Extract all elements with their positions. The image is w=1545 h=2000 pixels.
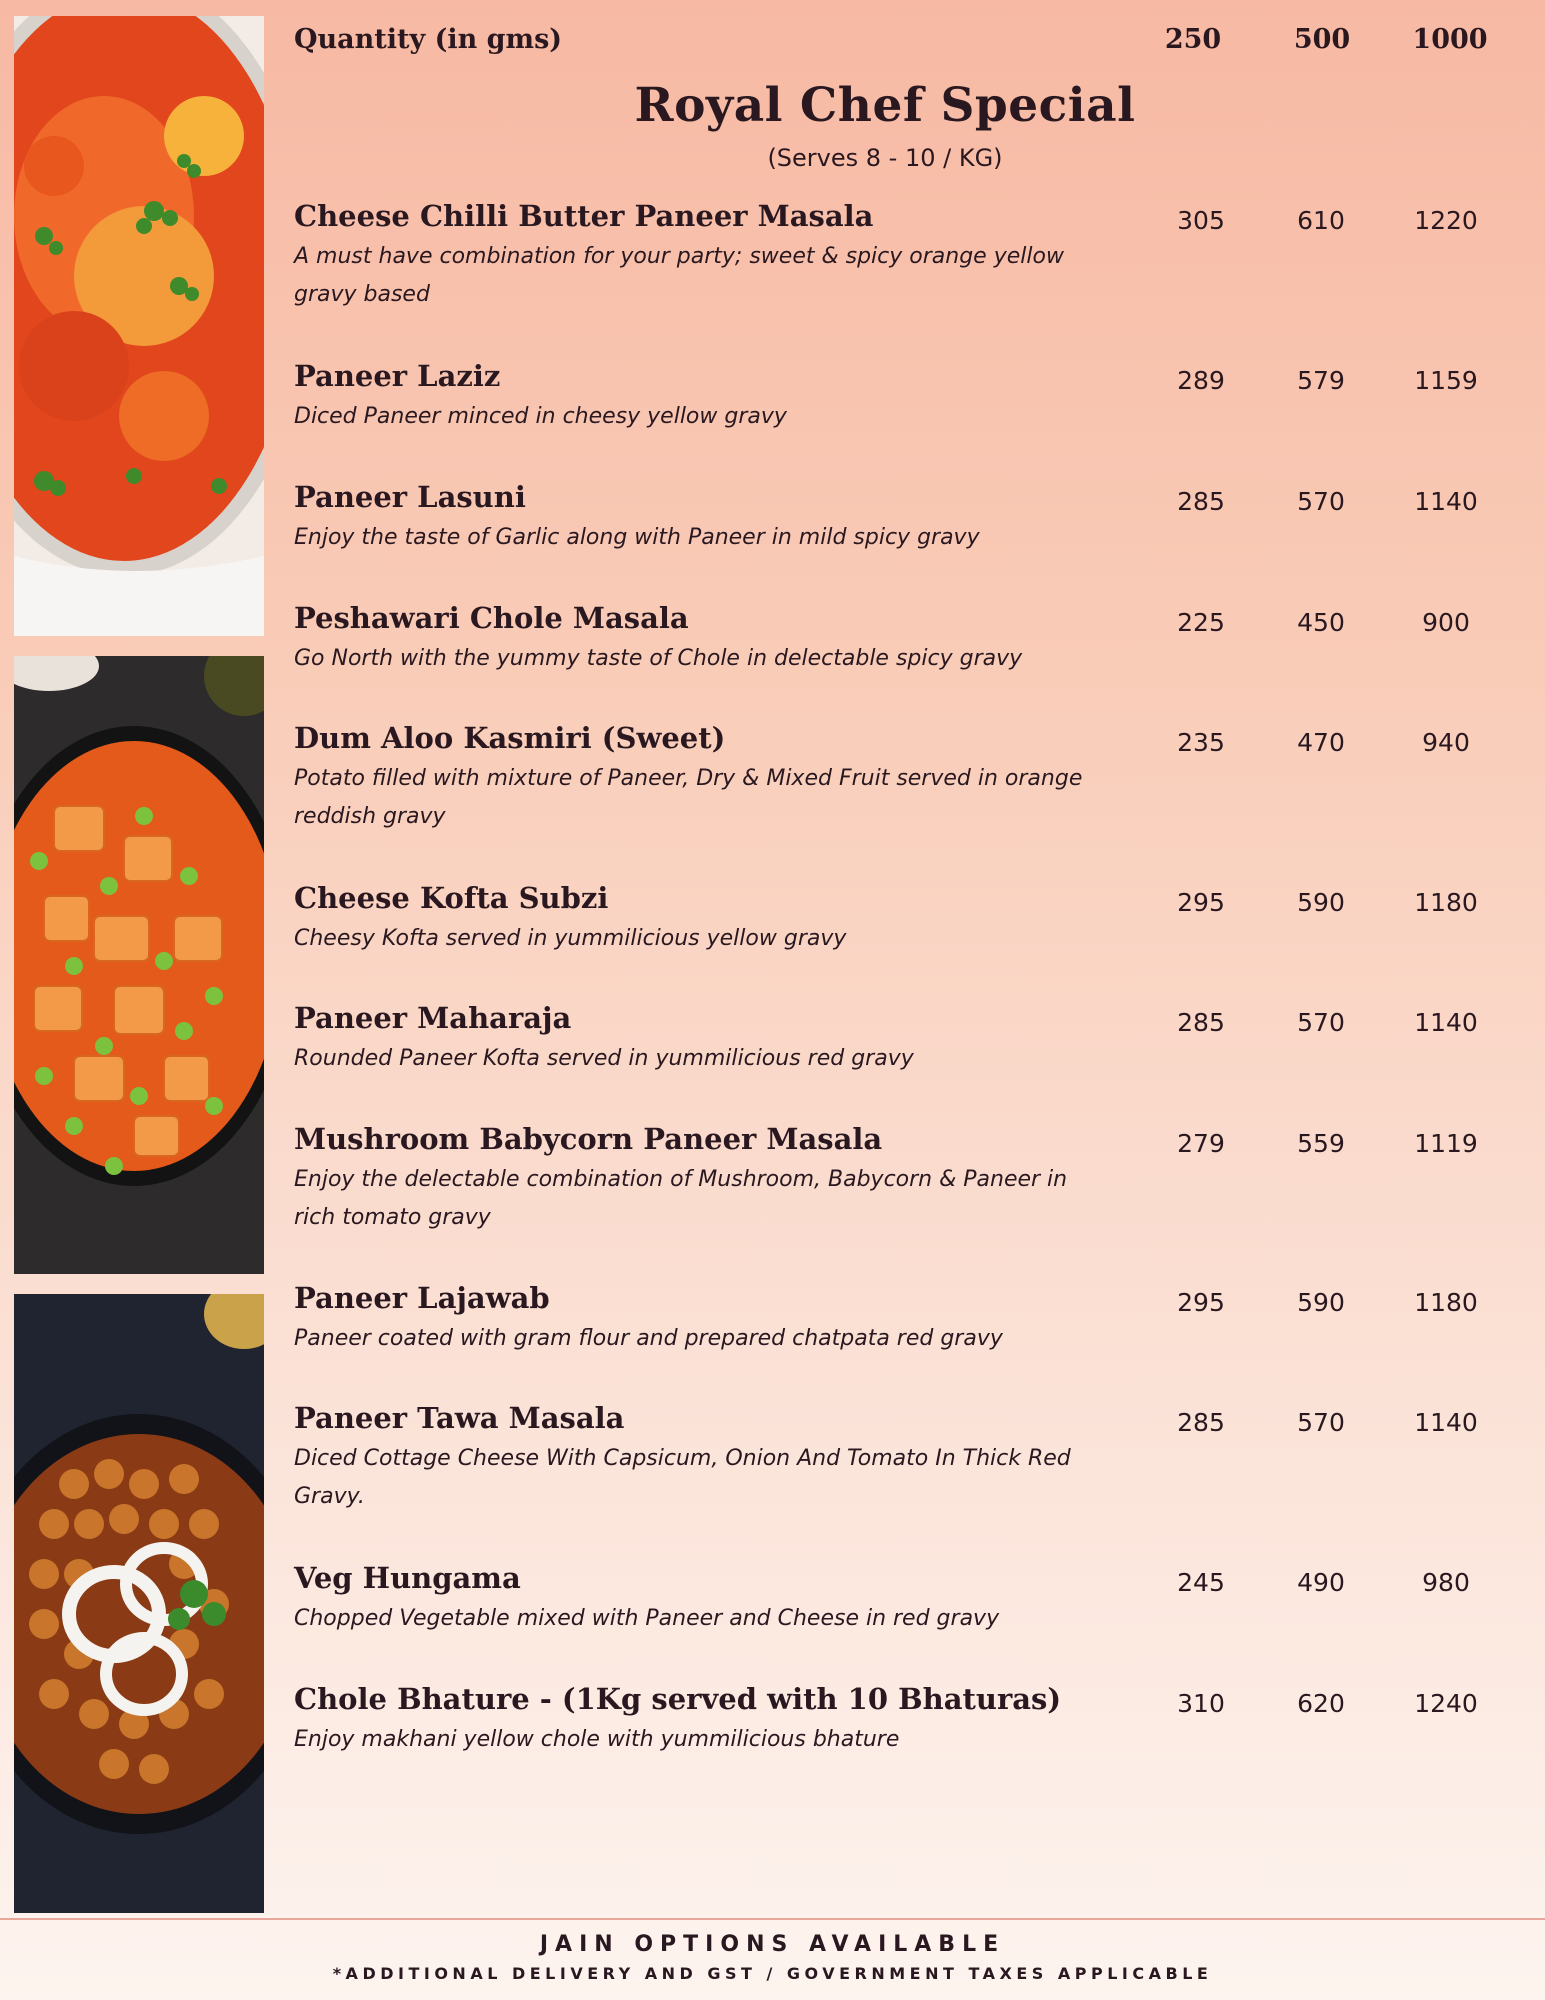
menu-item-description: Rounded Paneer Kofta served in yummilicious red gravy bbox=[294, 1046, 914, 1071]
menu-item-name: Paneer Tawa Masala bbox=[294, 1401, 625, 1435]
quantity-header-500: 500 bbox=[1293, 24, 1351, 55]
menu-item-name: Veg Hungama bbox=[294, 1561, 521, 1595]
menu-item-name: Paneer Lasuni bbox=[294, 480, 526, 514]
menu-item-description: Paneer coated with gram flour and prepared chatpata red gravy bbox=[294, 1326, 1003, 1351]
menu-item-description: Enjoy the taste of Garlic along with Paneer in mild spicy gravy bbox=[294, 525, 980, 550]
menu-item-price-250: 285 bbox=[1177, 1408, 1225, 1437]
footer-tax-note: *ADDITIONAL DELIVERY AND GST / GOVERNMENT TAXES APPLICABLE bbox=[332, 1964, 1213, 1983]
menu-item bbox=[294, 358, 1534, 436]
menu-item-price-1000: 1140 bbox=[1414, 1408, 1478, 1437]
menu-item bbox=[294, 1280, 1534, 1358]
menu-item-price-500: 579 bbox=[1297, 366, 1345, 395]
menu-item-price-1000: 1180 bbox=[1414, 1288, 1478, 1317]
menu-item-description: Cheesy Kofta served in yummilicious yellow gravy bbox=[294, 926, 847, 951]
menu-item-description: Go North with the yummy taste of Chole in delectable spicy gravy bbox=[294, 646, 1023, 671]
menu-item-name: Cheese Chilli Butter Paneer Masala bbox=[294, 199, 874, 233]
menu-item-price-1000: 980 bbox=[1422, 1568, 1470, 1597]
menu-item-price-1000: 1240 bbox=[1414, 1689, 1478, 1718]
menu-item-price-250: 225 bbox=[1177, 608, 1225, 637]
menu-item-price-1000: 1180 bbox=[1414, 888, 1478, 917]
food-photo-paneer-peas-pan bbox=[14, 656, 264, 1274]
menu-item-name: Paneer Maharaja bbox=[294, 1001, 572, 1035]
menu-item bbox=[294, 1560, 1534, 1638]
menu-item bbox=[294, 600, 1534, 678]
menu-item-price-1000: 1140 bbox=[1414, 487, 1478, 516]
menu-item-price-250: 295 bbox=[1177, 888, 1225, 917]
menu-item bbox=[294, 1400, 1534, 1516]
menu-item-price-250: 279 bbox=[1177, 1129, 1225, 1158]
menu-item-price-250: 235 bbox=[1177, 728, 1225, 757]
menu-item-name: Dum Aloo Kasmiri (Sweet) bbox=[294, 721, 726, 755]
menu-item-description: Enjoy makhani yellow chole with yummilicious bhature bbox=[294, 1727, 900, 1752]
menu-item bbox=[294, 198, 1534, 314]
menu-item-price-1000: 1140 bbox=[1414, 1008, 1478, 1037]
menu-item bbox=[294, 720, 1534, 836]
menu-item-description: Diced Cottage Cheese With Capsicum, Onion And Tomato In Thick Red Gravy. bbox=[294, 1446, 1071, 1509]
menu-item-price-1000: 1159 bbox=[1414, 366, 1478, 395]
food-photo-paneer-curry-bowl bbox=[14, 16, 264, 636]
menu-item-name: Cheese Kofta Subzi bbox=[294, 881, 609, 915]
menu-item-price-500: 570 bbox=[1297, 1008, 1345, 1037]
menu-item bbox=[294, 880, 1534, 958]
menu-item-name: Paneer Lajawab bbox=[294, 1281, 550, 1315]
menu-item-price-250: 285 bbox=[1177, 487, 1225, 516]
quantity-header-250: 250 bbox=[1164, 24, 1222, 55]
menu-item-name: Chole Bhature - (1Kg served with 10 Bhaturas) bbox=[294, 1682, 1062, 1716]
menu-item-price-250: 310 bbox=[1177, 1689, 1225, 1718]
menu-item-price-500: 559 bbox=[1297, 1129, 1345, 1158]
menu-item-price-250: 285 bbox=[1177, 1008, 1225, 1037]
menu-item-price-250: 295 bbox=[1177, 1288, 1225, 1317]
section-title: Royal Chef Special bbox=[634, 78, 1136, 133]
menu-item bbox=[294, 479, 1534, 557]
menu-item-price-250: 245 bbox=[1177, 1568, 1225, 1597]
section-subtitle: (Serves 8 - 10 / KG) bbox=[767, 144, 1003, 172]
food-photo-chole-skillet bbox=[14, 1294, 264, 1913]
menu-item-price-500: 610 bbox=[1297, 206, 1345, 235]
quantity-header-1000: 1000 bbox=[1412, 24, 1488, 55]
menu-item-price-500: 620 bbox=[1297, 1689, 1345, 1718]
menu-item-price-1000: 1119 bbox=[1414, 1129, 1478, 1158]
menu-item-price-250: 289 bbox=[1177, 366, 1225, 395]
menu-item bbox=[294, 1121, 1534, 1237]
menu-item-price-500: 490 bbox=[1297, 1568, 1345, 1597]
menu-item-price-500: 570 bbox=[1297, 1408, 1345, 1437]
menu-item-price-1000: 900 bbox=[1422, 608, 1470, 637]
menu-item-name: Mushroom Babycorn Paneer Masala bbox=[294, 1122, 883, 1156]
menu-item bbox=[294, 1000, 1534, 1078]
menu-item-price-500: 450 bbox=[1297, 608, 1345, 637]
menu-item-price-500: 470 bbox=[1297, 728, 1345, 757]
menu-item-description: Enjoy the delectable combination of Mushroom, Babycorn & Paneer in rich tomato gravy bbox=[294, 1167, 1068, 1230]
menu-item-price-500: 590 bbox=[1297, 888, 1345, 917]
menu-item bbox=[294, 1681, 1534, 1759]
menu-item-price-250: 305 bbox=[1177, 206, 1225, 235]
menu-item-price-500: 570 bbox=[1297, 487, 1345, 516]
menu-item-description: A must have combination for your party; sweet & spicy orange yellow gravy based bbox=[294, 244, 1064, 307]
footer-divider bbox=[0, 1918, 1545, 1920]
quantity-header-label: Quantity (in gms) bbox=[294, 24, 563, 55]
menu-item-description: Potato filled with mixture of Paneer, Dry & Mixed Fruit served in orange reddish gravy bbox=[294, 766, 1083, 829]
menu-item-price-500: 590 bbox=[1297, 1288, 1345, 1317]
menu-item-description: Diced Paneer minced in cheesy yellow gravy bbox=[294, 404, 787, 429]
menu-item-name: Paneer Laziz bbox=[294, 359, 501, 393]
menu-item-price-1000: 940 bbox=[1422, 728, 1470, 757]
menu-item-price-1000: 1220 bbox=[1414, 206, 1478, 235]
footer-jain-note: JAIN OPTIONS AVAILABLE bbox=[539, 1932, 1006, 1957]
menu-item-name: Peshawari Chole Masala bbox=[294, 601, 689, 635]
menu-item-description: Chopped Vegetable mixed with Paneer and Cheese in red gravy bbox=[294, 1606, 1000, 1631]
